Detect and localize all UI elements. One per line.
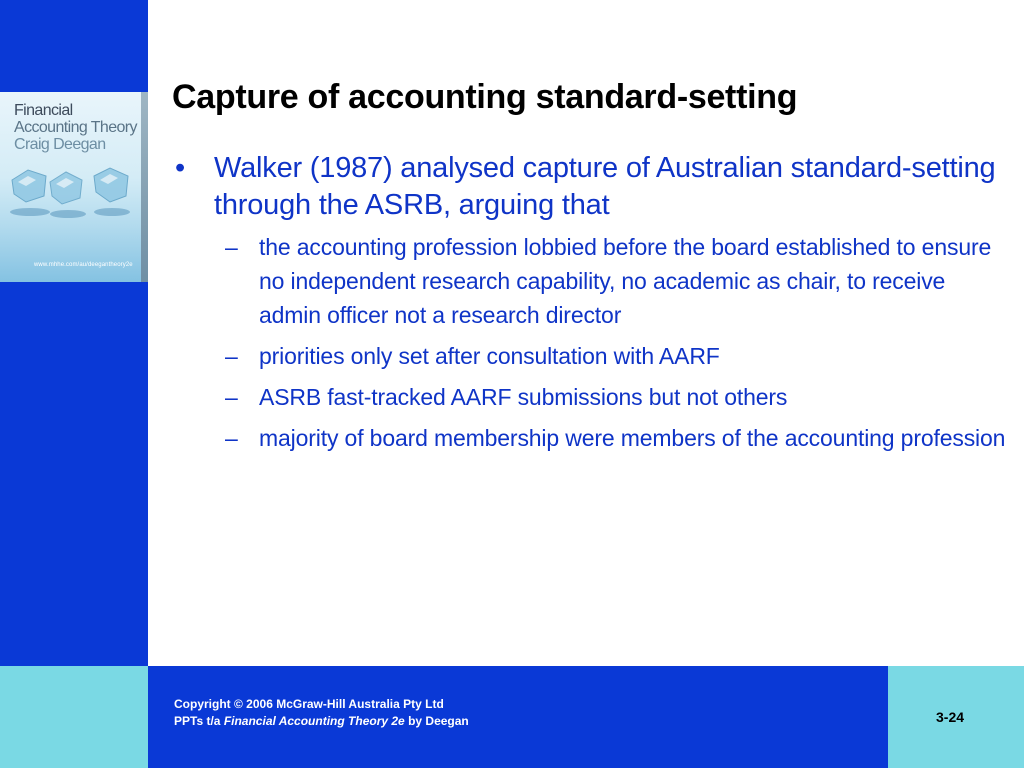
sub-bullet — [175, 230, 1010, 332]
book-cover-title — [14, 102, 137, 153]
credits-line — [174, 713, 469, 730]
book-spine — [141, 92, 148, 282]
sub-bullet-text: the accounting profession lobbied before the board established to ensure no independent research capability, no academic as chair, to receive admin officer not a research director — [259, 234, 992, 328]
book-author: Craig Deegan — [14, 136, 106, 153]
dash-marker: – — [225, 234, 238, 260]
dash-marker: – — [225, 384, 238, 410]
left-sidebar-bottom — [0, 282, 148, 666]
copyright-notice — [174, 696, 469, 730]
book-cover-image — [0, 92, 148, 282]
main-bullet-text: Walker (1987) analysed capture of Australian standard-setting through the ASRB, arguing that — [214, 152, 996, 221]
sub-bullet — [175, 421, 1010, 455]
credits-suffix: by Deegan — [408, 714, 469, 728]
credits-book-title: Financial Accounting Theory 2e — [223, 714, 405, 728]
sub-bullet-text: majority of board membership were members of the accounting profession — [259, 425, 1006, 451]
sub-bullet — [175, 339, 1010, 373]
main-bullet — [175, 150, 1010, 224]
bullet-marker: • — [175, 152, 185, 184]
slide-number: 3-24 — [936, 709, 965, 725]
left-sidebar-top — [0, 0, 148, 92]
footer-right-block — [888, 666, 1024, 768]
book-title-line-1: Financial — [14, 102, 73, 119]
footer-bar — [148, 666, 888, 768]
book-url: www.mhhe.com/au/deegantheory2e — [34, 262, 133, 268]
footer-left-block — [0, 666, 148, 768]
dash-marker: – — [225, 425, 238, 451]
dash-marker: – — [225, 343, 238, 369]
book-title-line-2: Accounting Theory — [14, 119, 137, 136]
sub-bullet — [175, 380, 1010, 414]
ice-cubes-icon — [6, 162, 136, 222]
sub-bullet-text: priorities only set after consultation with AARF — [259, 343, 720, 369]
slide-content — [175, 150, 1010, 462]
copyright-line: Copyright © 2006 McGraw-Hill Australia Pty Ltd — [174, 697, 444, 711]
sub-bullet-list — [175, 230, 1010, 455]
slide-title: Capture of accounting standard-setting — [172, 78, 798, 116]
credits-prefix: PPTs t/a — [174, 714, 221, 728]
sub-bullet-text: ASRB fast-tracked AARF submissions but not others — [259, 384, 788, 410]
